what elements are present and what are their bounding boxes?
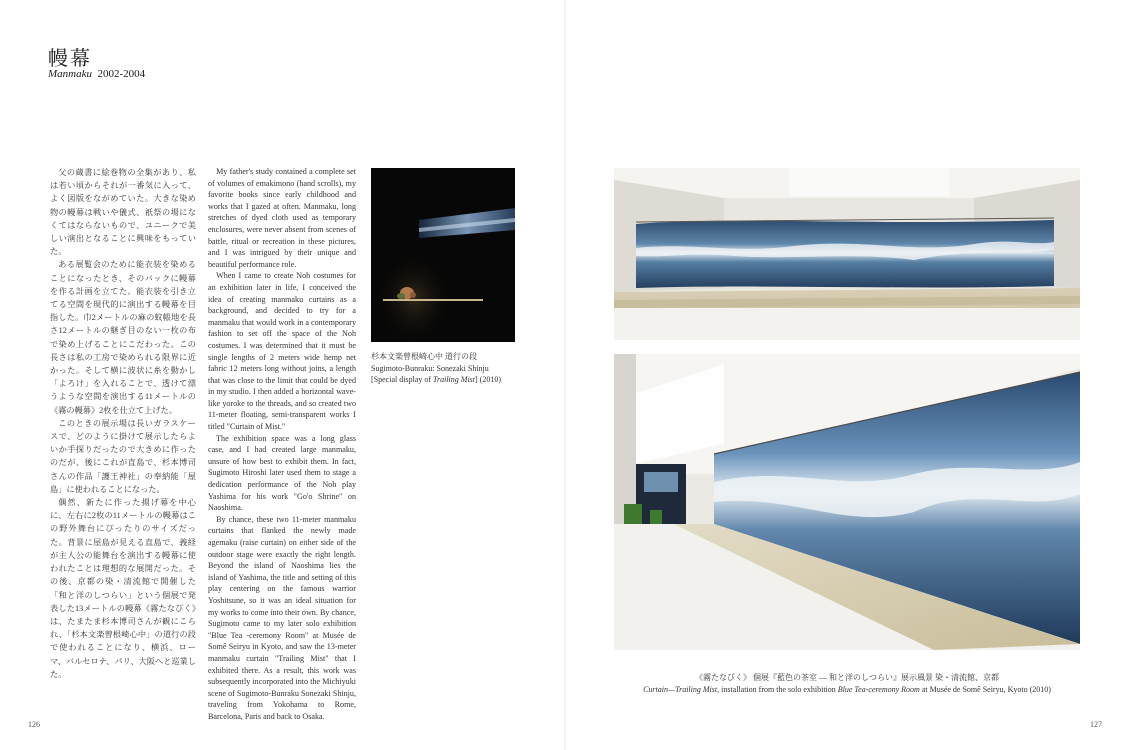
title-en: Manmaku — [48, 68, 92, 80]
english-text-column — [208, 166, 356, 723]
main-caption-jp: 《霧たなびく》 個展『藍色の茶室 ― 和と洋のしつらい』展示風景 染・清流館、京都 — [695, 673, 999, 682]
en-paragraph: My father's study contained a complete set of volumes of emakimono (hand scrolls), my favorite books since early childhood and works that I gazed at often. Manmaku, long stretches of dyed cloth used as temporary enclosures, were never absent from scenes of battle, ritual or recreation in these pictures, and I was intrigued by their unique and beautiful performance role. — [208, 167, 356, 269]
jp-paragraph: 偶然、新たに作った揚げ幕を中心に、左右に2枚の11メートルの幔幕はこの野外舞台にぴったりのサイズだった。背景に屋島が見える直島で、義経が主人公の能舞台を演出する幔幕に使われたことは理想的な展開だった。その後、京都の染・清流館で開催した「和と洋のしつらい」という個展で発表した13メートルの幔幕《霧たなびく》は、たまたま杉本博司さんが観にこられ、「杉本文楽曾根崎心中」の道行の段で使われることになり、横浜、ローマ、バルセロナ、パリ、大阪へと巡業した。 — [50, 498, 196, 679]
japanese-text-column — [50, 166, 196, 681]
en-paragraph: By chance, these two 11-meter manmaku curtains that flanked the newly made agemaku (raise curtain) on either side of the outdoor stage were exactly the right length. Beyond the island of Naoshima lies the island of Yashima, the title and setting of this play centering on the famous warrior Yoshitsune, so it was an ideal situation for my works to come into their own. By chance, Sugimoto came to my later solo exhibition "Blue Tea -ceremony Room" at Musée de Somê Seiryu in Kyoto, and saw the 13-meter manmaku curtain "Trailing Mist" that I exhibited there. As a result, this work was subsequently incorporated into the Michiyuki scene of Sugimoto-Bunraku Sonezaki Shinju, traveling from Yokohama to Rome, Barcelona, Paris and back to Osaka. — [208, 514, 356, 721]
small-caption-en-2: [Special display of Trailing Mist] (2010) — [371, 375, 501, 384]
jp-paragraph: 父の蔵書に絵巻物の全集があり、私は若い頃からそれが一番気に入って、よく図版をながめていた。大きな染め物の幔幕は戦いや儀式、祇祭の場になくてはならないもので、ユニークで美しい演出となることに興味をもっていた。 — [50, 168, 196, 257]
gallery-wide-photo — [614, 168, 1080, 340]
jp-paragraph: このときの展示場は長いガラスケースで、どのように掛けて展示したらよいか手探りだったので大きめに作ったのだが、後にこれが直島で、杉本博司さんの作品「護王神社」の奉納能「屋島」に使われることになった。 — [50, 418, 196, 494]
en-paragraph: When I came to create Noh costumes for an exhibition later in life, I conceived the idea of creating manmaku curtains as a background, and decided to try for a manmaku that would work in a contemporary fashion to set off the space of the Noh costumes. I was determined that it must be single lengths of 2 meters wide hemp net fabric 12 meters long without joins, a length that was close to the limit that could be dyed in my studio. I then added a horizontal wave-like yoroke to the threads, and so created two 11-meter floating, semi-transparent works I titled "Curtain of Mist." — [208, 271, 356, 432]
page-title-jp: 幔幕 — [48, 48, 92, 70]
page-subtitle — [48, 68, 145, 80]
small-caption-en-1: Sugimoto-Bunraku: Sonezaki Shinju — [371, 363, 489, 373]
small-caption-jp: 杉本文楽曾根崎心中 道行の段 — [371, 352, 477, 361]
main-photo-caption — [614, 672, 1080, 696]
curtain-perspective-photo — [614, 354, 1080, 650]
bunraku-stage-photo — [371, 168, 515, 342]
main-caption-en: Curtain—Trailing Mist, installation from the solo exhibition Blue Tea-ceremony Room at Musée de Somê Seiryu, Kyoto (2010) — [643, 685, 1051, 694]
page-gutter — [564, 0, 566, 750]
small-photo-caption — [371, 351, 521, 386]
page-number-right: 127 — [1090, 720, 1102, 729]
en-paragraph: The exhibition space was a long glass case, and I had created large manmaku, unsure of how best to exhibit them. In fact, Sugimoto Hiroshi later used them to stage a dedication performance of the Noh play Yashima for his work "Go'o Shrine" on Naoshima. — [208, 433, 356, 513]
page-number-left: 126 — [28, 720, 40, 729]
jp-paragraph: ある展覧会のために能衣装を染めることになったとき、そのバックに幔幕を作る計画を立てた。能衣装を引き立てる空間を現代的に演出する幔幕を目指した。巾2メートルの麻の蚊帳地を長さ12メートルの継ぎ目のない一枚の布で染め上げることにこだわった。この長さは私の工房で染められる限界に近かった。そして横に波状に糸を動かし「よろけ」を入れることで、透けて漂うような空間を演出する11メートルの《霧の幔幕》2枚を仕立て上げた。 — [50, 260, 196, 415]
title-years: 2002-2004 — [97, 68, 146, 80]
